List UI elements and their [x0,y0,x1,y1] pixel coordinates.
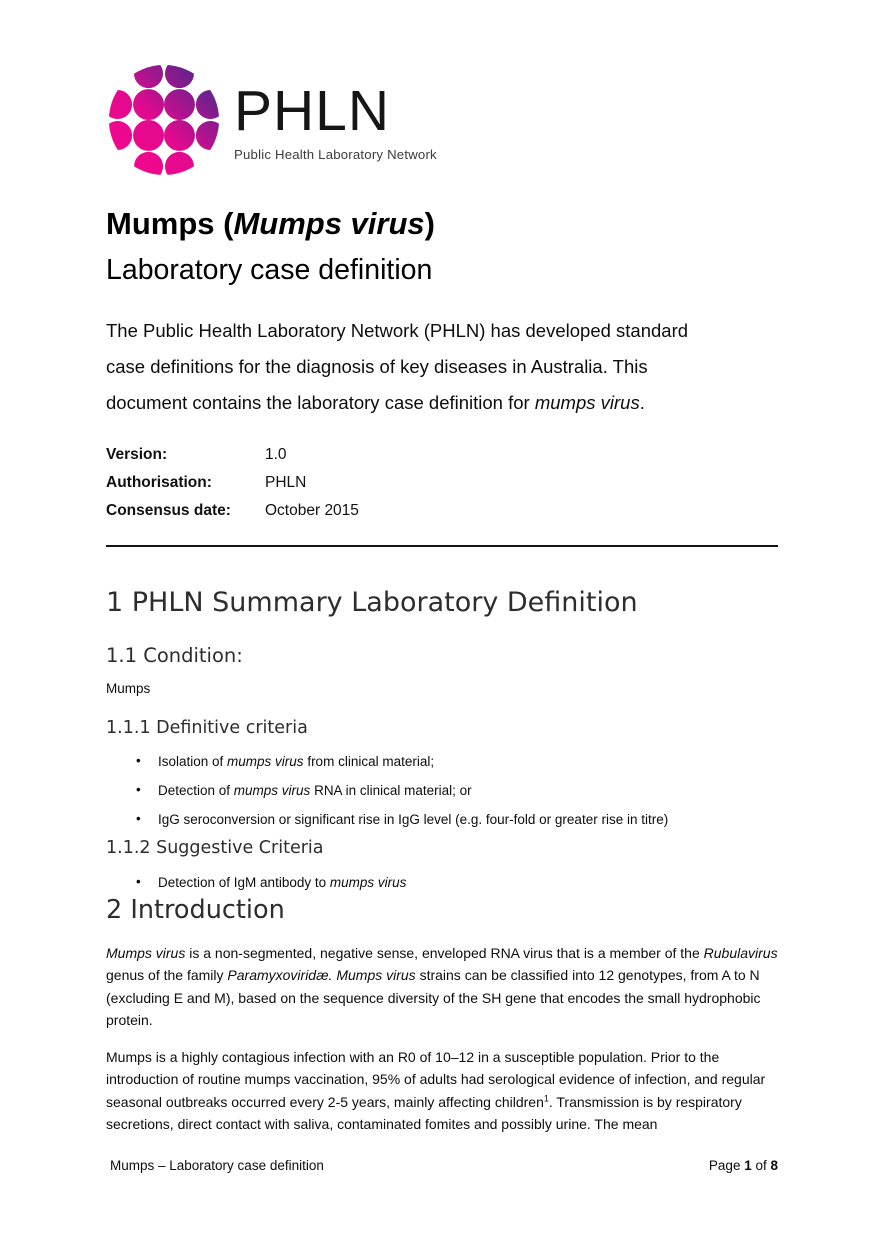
intro-text-end: . [639,392,645,414]
intro-line: case definitions for the diagnosis of key diseases in Australia. This [106,356,648,378]
bullet-icon: • [136,753,141,769]
section-1-heading: 1 PHLN Summary Laboratory Definition [106,587,638,619]
intro-line [106,385,778,421]
list-item-text: IgG seroconversion or significant rise in IgG level (e.g. four-fold or greater rise in titre) [158,812,669,828]
page-number: Page 1 of 8 [708,1158,778,1173]
list-item [106,812,778,827]
intro-text: document contains the laboratory case definition for [106,392,535,414]
bullet-icon: • [136,874,141,890]
title-text-close: ) [424,206,435,241]
divider [106,545,778,547]
table-row [106,497,778,525]
meta-value-authorisation: PHLN [265,474,307,492]
section-1-1-1-heading: 1.1.1 Definitive criteria [106,718,308,739]
intro-paragraph [106,313,778,421]
footnote-reference: 1 [543,1093,549,1104]
document-subtitle: Laboratory case definition [106,253,433,286]
meta-label-version: Version: [106,446,168,464]
phln-logo-dots-icon [106,62,222,178]
section-1-1-2-heading: 1.1.2 Suggestive Criteria [106,838,324,859]
logo-text [234,62,437,178]
list-item-text: Detection of mumps virus RNA in clinical material; or [158,783,472,799]
footer-document-title: Mumps – Laboratory case definition [110,1158,324,1173]
intro-line: The Public Health Laboratory Network (PHLN) has developed standard [106,320,689,342]
list-item-text: Isolation of mumps virus from clinical material; [158,754,435,770]
paragraph-1: Mumps virus is a non-segmented, negative sense, enveloped RNA virus that is a member of the Rubulavirus genus of the family Paramyxoviridæ. Mumps virus strains can be classified into 12 genotypes, from A to N (excluding E and M), based on the sequence diversity of the SH gene that encodes the small hydrophobic protein. [106,944,778,1029]
title-text: Mumps ( [106,206,234,241]
list-item [106,754,778,769]
suggestive-criteria-list [106,875,778,890]
logo-acronym: PHLN [234,79,391,143]
meta-label-authorisation: Authorisation: [106,474,212,492]
list-item [106,875,778,890]
page-footer [110,1158,778,1173]
section-1-1-heading: 1.1 Condition: [106,643,243,667]
phln-logo [106,62,778,178]
version-table [106,441,778,525]
title-italic-text: Mumps virus [233,206,425,241]
condition-value: Mumps [106,681,151,697]
list-item [106,783,778,798]
table-row [106,469,778,497]
page-content [106,0,778,1136]
intro-italic-text: mumps virus [534,392,640,414]
document-title [106,206,778,242]
bullet-icon: • [136,782,141,798]
list-item-text: Detection of IgM antibody to mumps virus [158,875,407,891]
meta-value-version: 1.0 [265,446,287,464]
definitive-criteria-list [106,754,778,827]
bullet-icon: • [136,811,141,827]
meta-label-consensus-date: Consensus date: [106,502,231,520]
section-2-heading: 2 Introduction [106,895,285,926]
paragraph-2: Mumps is a highly contagious infection with an R0 of 10–12 in a susceptible population. Prior to the introduction of routine mumps vaccination, 95% of adults had serological evidence of infection, and regular seasonal outbreaks occurred every 2-5 years, mainly affecting children$^1$. Transmission is by respiratory secretions, direct contact with saliva, contaminated fomites and possibly urine. The mean [106,1048,766,1133]
meta-value-consensus-date: October 2015 [265,502,359,520]
table-row [106,441,778,469]
logo-tagline: Public Health Laboratory Network [234,147,437,162]
